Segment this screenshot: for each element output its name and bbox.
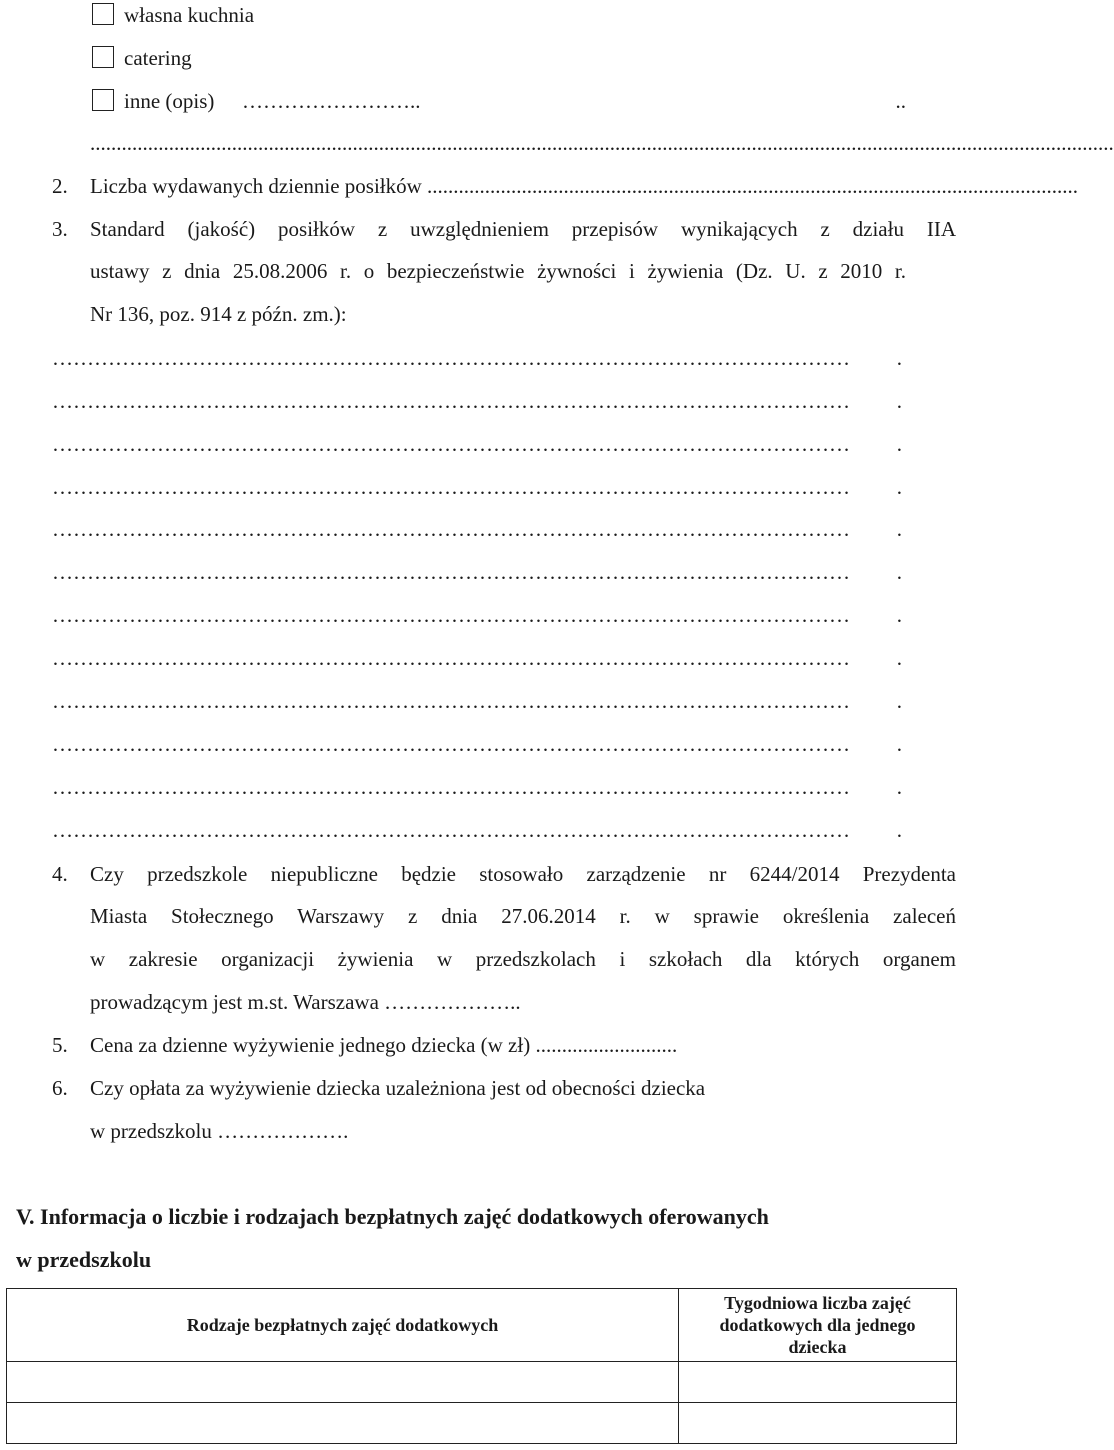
- inne-dots-b: ..: [895, 89, 906, 113]
- answer-dotted-line-end: .: [896, 689, 902, 713]
- q3-number: 3.: [52, 217, 68, 241]
- answer-dotted-line: [52, 516, 904, 542]
- answer-dotted-line-end: .: [896, 475, 902, 499]
- answer-dotted-line: [52, 345, 904, 371]
- answer-dotted-line-fill: ……………………………………………………………………………………………………: [52, 775, 850, 799]
- answer-dotted-line: [52, 817, 904, 843]
- answer-dotted-line-fill: ……………………………………………………………………………………………………: [52, 732, 850, 756]
- col-header-weekly-count: [679, 1289, 957, 1362]
- answer-dotted-line: [52, 474, 904, 500]
- option-label-wlasna-kuchnia: własna kuchnia: [124, 3, 255, 27]
- section-v-title-cont: w przedszkolu: [16, 1247, 152, 1272]
- q4-line2: Miasta Stołecznego Warszawy z dnia 27.06.2014 r. w sprawie określenia zaleceń: [90, 904, 956, 928]
- table-cell-count[interactable]: [679, 1403, 957, 1444]
- table-row: [7, 1362, 957, 1403]
- q6-line1: Czy opłata za wyżywienie dziecka uzależniona jest od obecności dziecka: [90, 1076, 706, 1100]
- q4-line3: w zakresie organizacji żywienia w przedszkolach i szkołach dla których organem: [90, 947, 956, 971]
- checkbox-wlasna-kuchnia[interactable]: [92, 3, 114, 25]
- table-header-row: [7, 1289, 957, 1362]
- q2-number: 2.: [52, 174, 68, 198]
- answer-dotted-line-fill: ……………………………………………………………………………………………………: [52, 603, 850, 627]
- q3-line1: Standard (jakość) posiłków z uwzględnieniem przepisów wynikających z działu IIA: [90, 217, 956, 241]
- answer-dotted-line-end: .: [896, 775, 902, 799]
- answer-dotted-line: [52, 688, 904, 714]
- answer-dotted-line-fill: ……………………………………………………………………………………………………: [52, 646, 850, 670]
- answer-dotted-line-end: .: [896, 818, 902, 842]
- table-cell-count[interactable]: [679, 1362, 957, 1403]
- answer-dotted-line-end: .: [896, 432, 902, 456]
- col-header-weekly-count-line1: Tygodniowa liczba zajęć: [724, 1293, 911, 1313]
- col-header-weekly-count-line2: dodatkowych dla jednego: [719, 1315, 916, 1335]
- answer-dotted-line-fill: ……………………………………………………………………………………………………: [52, 818, 850, 842]
- q4-line4: prowadzącym jest m.st. Warszawa ………………..: [90, 990, 521, 1014]
- inne-dots: [242, 89, 906, 113]
- answer-dotted-line-fill: ……………………………………………………………………………………………………: [52, 432, 850, 456]
- section-v-title: V. Informacja o liczbie i rodzajach bezpłatnych zajęć dodatkowych oferowanych: [16, 1204, 769, 1229]
- answer-dotted-line: [52, 645, 904, 671]
- answer-dotted-line-end: .: [896, 603, 902, 627]
- q3-line3: Nr 136, poz. 914 z późn. zm.):: [90, 302, 347, 326]
- q5-text: Cena za dzienne wyżywienie jednego dziecka (w zł) ...........................: [90, 1033, 678, 1057]
- answer-dotted-line-fill: ……………………………………………………………………………………………………: [52, 689, 850, 713]
- answer-dotted-line: [52, 774, 904, 800]
- checkbox-catering[interactable]: [92, 46, 114, 68]
- answer-dotted-line: [52, 431, 904, 457]
- answer-dotted-line: [52, 559, 904, 585]
- answer-dotted-line-fill: ……………………………………………………………………………………………………: [52, 346, 850, 370]
- answer-dotted-line: [52, 731, 904, 757]
- answer-dotted-line-end: .: [896, 346, 902, 370]
- answer-dotted-line-end: .: [896, 646, 902, 670]
- q6-number: 6.: [52, 1076, 68, 1100]
- answer-dotted-line-end: .: [896, 560, 902, 584]
- answer-dotted-line-fill: ……………………………………………………………………………………………………: [52, 517, 850, 541]
- answer-dotted-line-fill: ……………………………………………………………………………………………………: [52, 560, 850, 584]
- answer-dotted-line: [52, 388, 904, 414]
- answer-dotted-line-end: .: [896, 389, 902, 413]
- answer-dotted-line: [52, 602, 904, 628]
- table-row: [7, 1403, 957, 1444]
- inne-dots-a: ……………………..: [242, 89, 421, 113]
- q4-line1: Czy przedszkole niepubliczne będzie stosowało zarządzenie nr 6244/2014 Prezydenta: [90, 862, 956, 886]
- q3-line2: ustawy z dnia 25.08.2006 r. o bezpieczeństwie żywności i żywienia (Dz. U. z 2010 r.: [90, 259, 906, 283]
- option-label-inne: inne (opis): [124, 89, 215, 113]
- answer-dotted-line-end: .: [896, 517, 902, 541]
- q2-text: Liczba wydawanych dziennie posiłków ............................................................................................................................: [90, 174, 1079, 198]
- answer-dotted-line-fill: ……………………………………………………………………………………………………: [52, 389, 850, 413]
- checkbox-inne[interactable]: [92, 89, 114, 111]
- answer-dotted-line-fill: ……………………………………………………………………………………………………: [52, 475, 850, 499]
- option-label-catering: catering: [124, 46, 192, 70]
- q5-number: 5.: [52, 1033, 68, 1057]
- table-cell-activity[interactable]: [7, 1403, 679, 1444]
- answer-dotted-line-end: .: [896, 732, 902, 756]
- col-header-activity-types: Rodzaje bezpłatnych zajęć dodatkowych: [7, 1289, 679, 1362]
- q6-line2: w przedszkolu ……………….: [90, 1119, 349, 1143]
- table-cell-activity[interactable]: [7, 1362, 679, 1403]
- continuation-dots: ...................................................................................................................................................................................................: [90, 131, 1114, 155]
- q4-number: 4.: [52, 862, 68, 886]
- col-header-weekly-count-line3: dziecka: [788, 1337, 847, 1357]
- free-activities-table: [6, 1288, 957, 1444]
